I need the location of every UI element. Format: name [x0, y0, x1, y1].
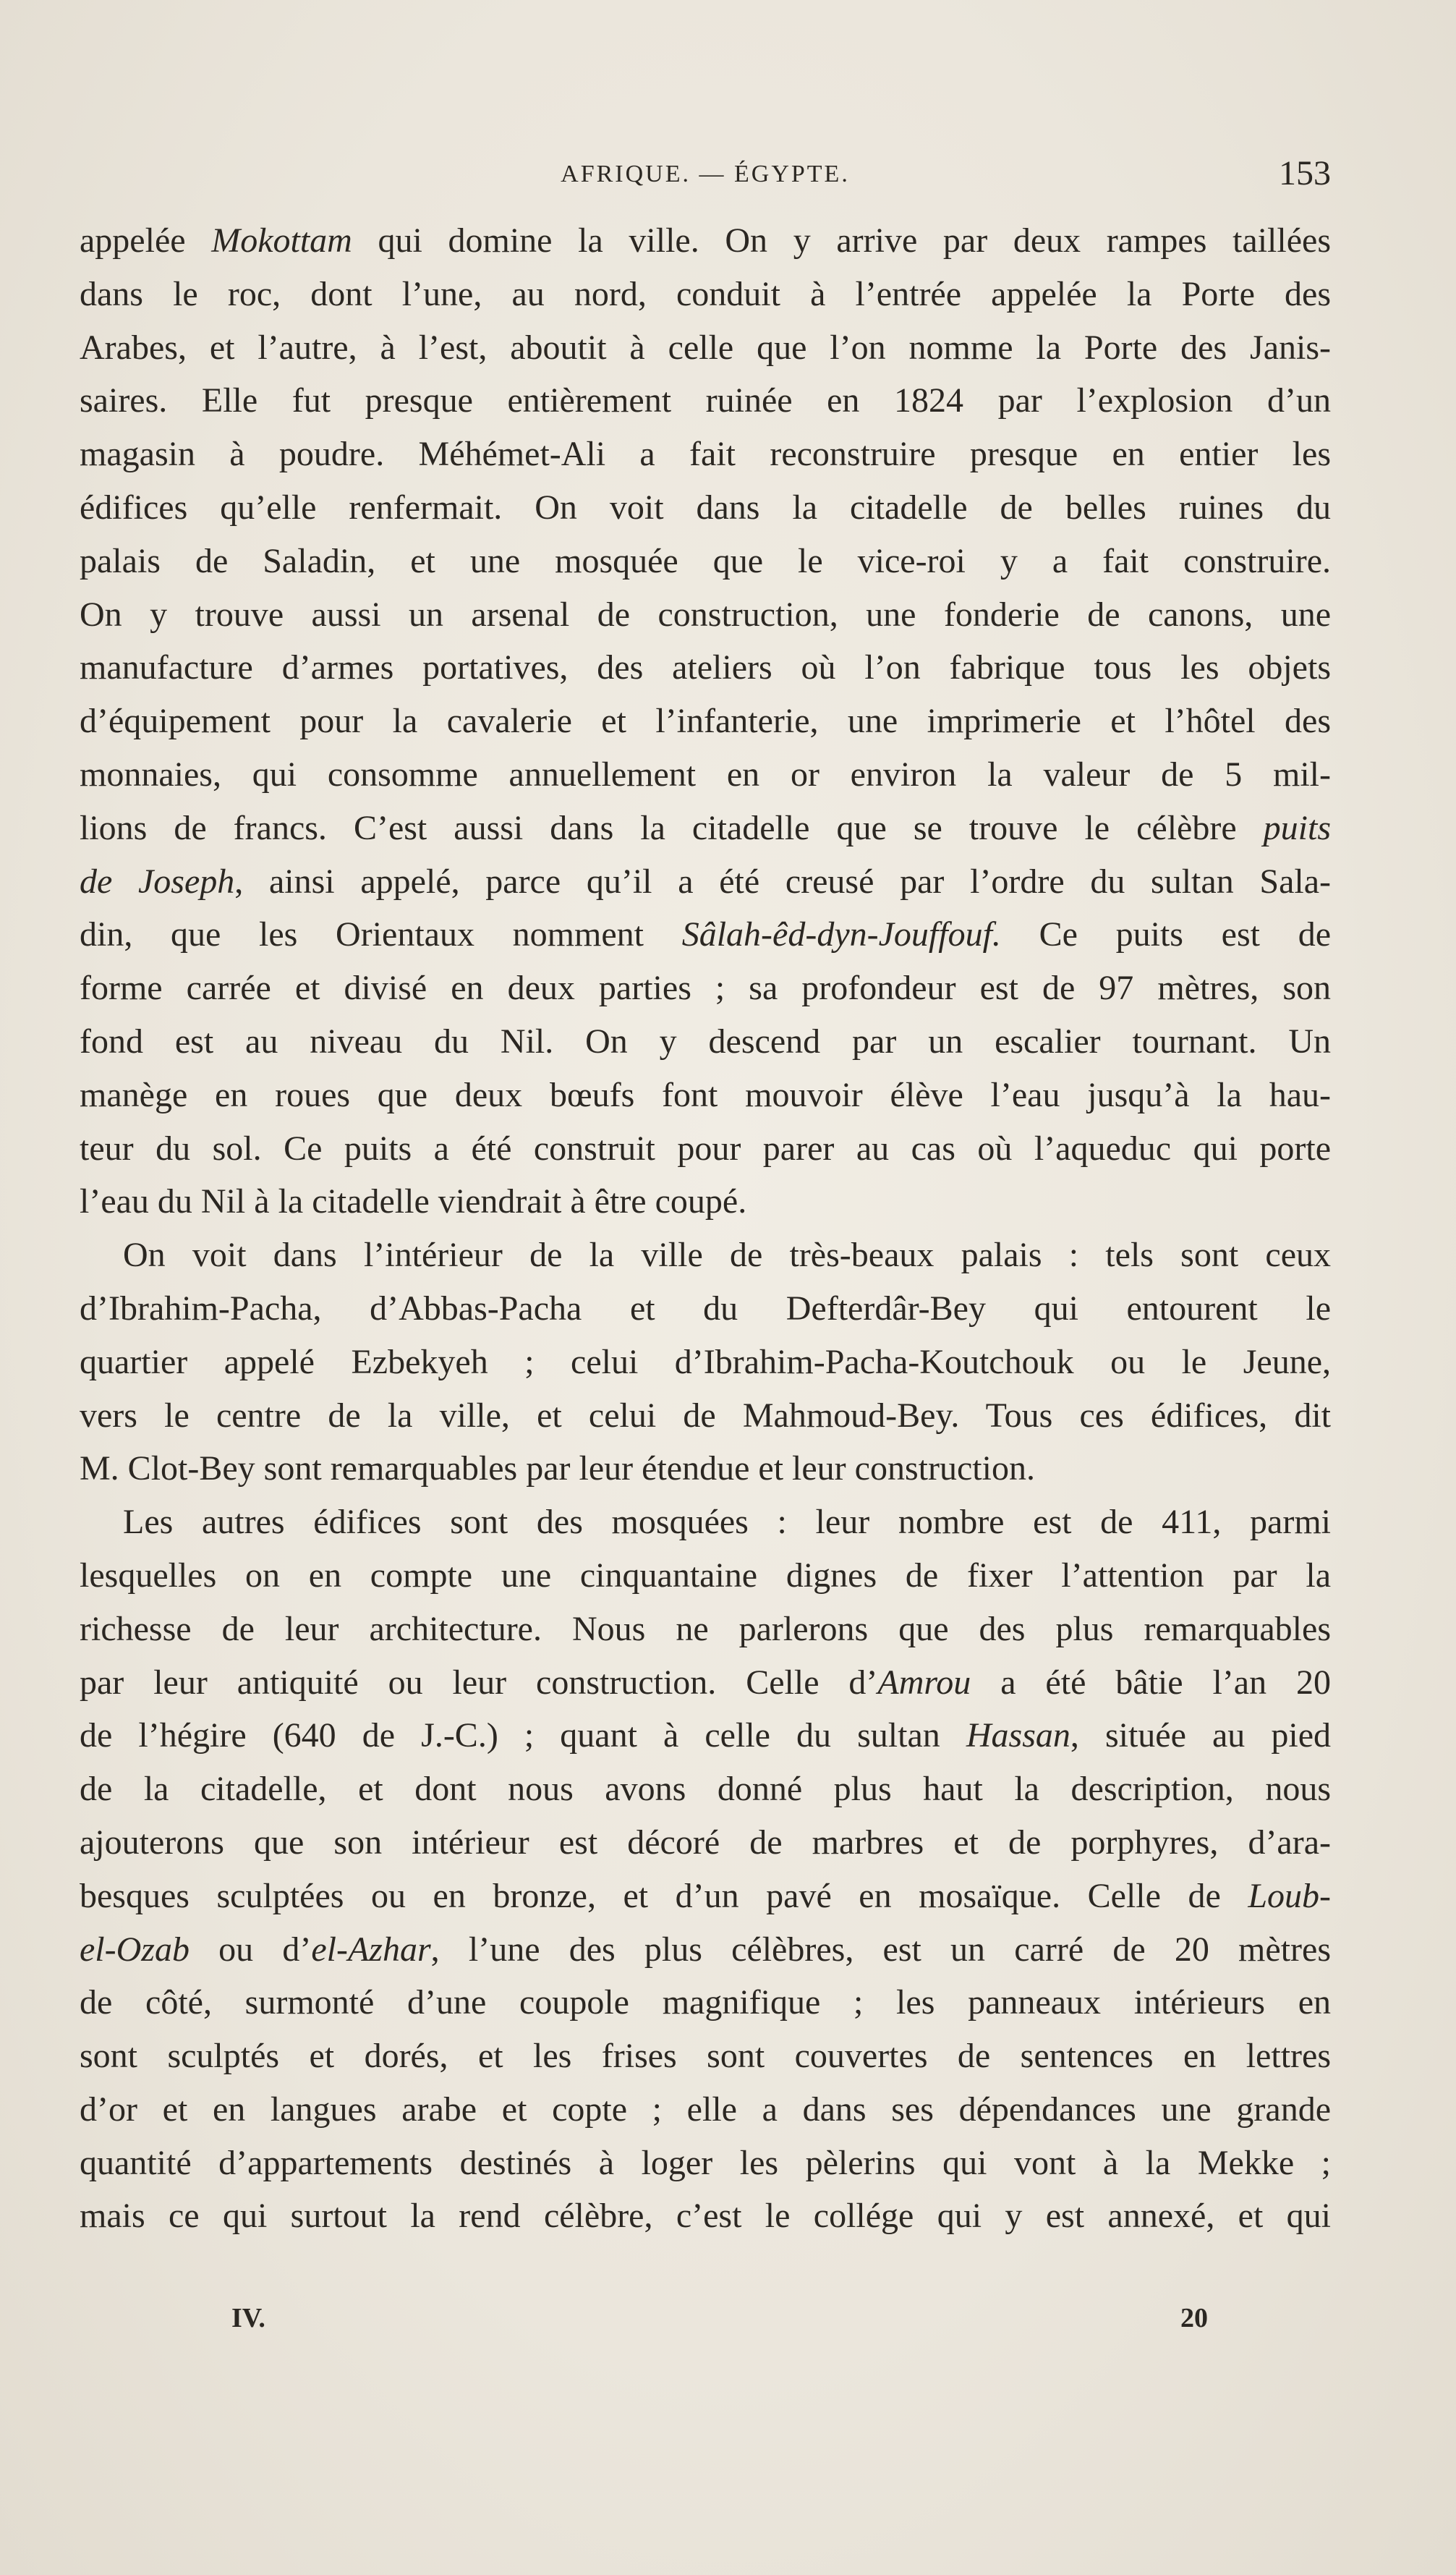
text-run: de la citadelle, et dont nous avons donné plus haut la description, nous	[80, 1770, 1331, 1809]
text-run: magasin à poudre. Méhémet-Ali a fait reconstruire presque en entier les	[80, 435, 1331, 474]
page-footer	[80, 2302, 1331, 2346]
text-run: lesquelles on en compte une cinquantaine dignes de fixer l’attention par la	[80, 1556, 1331, 1595]
text-run: fond est au niveau du Nil. On y descend par un escalier tournant. Un	[80, 1022, 1331, 1061]
text-line	[80, 2137, 1331, 2190]
text-line	[80, 1656, 1331, 1710]
text-run: l’eau du Nil à la citadelle viendrait à être coupé.	[80, 1182, 747, 1221]
italic-term: Amrou	[877, 1663, 971, 1702]
text-run: a été bâtie l’an 20	[971, 1663, 1331, 1702]
text-line	[80, 962, 1331, 1015]
italic-term: el-Ozab	[80, 1930, 190, 1969]
text-line	[80, 1976, 1331, 2029]
text-line	[80, 908, 1331, 962]
text-line	[80, 1122, 1331, 1176]
text-run: richesse de leur architecture. Nous ne parlerons que des plus remarquables	[80, 1609, 1331, 1648]
text-line	[80, 2189, 1331, 2243]
text-line	[80, 1175, 1331, 1229]
text-run: , ainsi appelé, parce qu’il a été creusé par l’ordre du sultan Sala-	[234, 862, 1331, 901]
text-run: manège en roues que deux bœufs font mouvoir élève l’eau jusqu’à la hau-	[80, 1075, 1331, 1114]
text-line	[80, 1282, 1331, 1336]
text-line	[80, 428, 1331, 481]
text-line	[80, 855, 1331, 909]
text-run: forme carrée et divisé en deux parties ; sa profondeur est de 97 mètres, son	[80, 969, 1331, 1008]
italic-term: Hassan	[966, 1716, 1070, 1755]
text-line	[80, 802, 1331, 855]
body-text	[80, 214, 1331, 2243]
page-number: 153	[1279, 154, 1331, 192]
text-line	[80, 268, 1331, 321]
text-line	[80, 2083, 1331, 2137]
text-run: Les autres édifices sont des mosquées : leur nombre est de 411, parmi	[123, 1503, 1331, 1542]
italic-term: puits	[1263, 808, 1331, 847]
text-line	[80, 321, 1331, 375]
text-line	[80, 1816, 1331, 1870]
text-line	[80, 1549, 1331, 1603]
text-line	[80, 1442, 1331, 1496]
text-run: de l’hégire (640 de J.-C.) ; quant à celle du sultan	[80, 1716, 966, 1755]
text-line	[80, 1389, 1331, 1443]
text-run: ou d’	[189, 1930, 312, 1969]
text-run: , l’une des plus célèbres, est un carré de 20 mètres	[430, 1930, 1331, 1969]
text-run: On y trouve aussi un arsenal de construction, une fonderie de canons, une	[80, 595, 1331, 634]
text-run: de côté, surmonté d’une coupole magnifique ; les panneaux intérieurs en	[80, 1983, 1331, 2022]
text-run: manufacture d’armes portatives, des ateliers où l’on fabrique tous les objets	[80, 648, 1331, 687]
text-run: d’équipement pour la cavalerie et l’infanterie, une imprimerie et l’hôtel des	[80, 702, 1331, 741]
italic-term: Loub-	[1248, 1876, 1331, 1915]
text-run: besques sculptées ou en bronze, et d’un pavé en mosaïque. Celle de	[80, 1876, 1248, 1915]
text-run: d’Ibrahim-Pacha, d’Abbas-Pacha et du Defterdâr-Bey qui entourent le	[80, 1289, 1331, 1328]
running-head: AFRIQUE. — ÉGYPTE.	[561, 161, 850, 187]
text-run: qui domine la ville. On y arrive par deux rampes taillées	[352, 221, 1331, 260]
text-run: lions de francs. C’est aussi dans la citadelle que se trouve le célèbre	[80, 808, 1264, 847]
text-line	[80, 1069, 1331, 1122]
text-run: , située au pied	[1070, 1716, 1331, 1755]
text-run: palais de Saladin, et une mosquée que le vice-roi y a fait construire.	[80, 541, 1331, 580]
text-run: Ce puits est de	[1000, 915, 1331, 954]
text-run: par leur antiquité ou leur construction. Celle d’	[80, 1663, 878, 1702]
text-run: ajouterons que son intérieur est décoré de marbres et de porphyres, d’ara-	[80, 1823, 1331, 1862]
text-run: Arabes, et l’autre, à l’est, aboutit à celle que l’on nomme la Porte des Janis-	[80, 328, 1331, 367]
text-line	[80, 1870, 1331, 1923]
text-line	[80, 2029, 1331, 2083]
signature-number: 20	[1180, 2303, 1208, 2333]
text-line	[80, 695, 1331, 748]
text-run: monnaies, qui consomme annuellement en or environ la valeur de 5 mil-	[80, 755, 1331, 794]
text-line	[80, 1923, 1331, 1977]
text-line	[80, 374, 1331, 428]
text-line	[80, 588, 1331, 642]
text-run: mais ce qui surtout la rend célèbre, c’est le collége qui y est annexé, et qui	[80, 2197, 1331, 2236]
italic-term: el-Azhar	[311, 1930, 431, 1969]
text-run: appelée	[80, 221, 212, 260]
text-run: On voit dans l’intérieur de la ville de très-beaux palais : tels sont ceux	[123, 1236, 1331, 1275]
text-line	[80, 481, 1331, 535]
text-run: édifices qu’elle renfermait. On voit dans la citadelle de belles ruines du	[80, 488, 1331, 527]
signature-mark: IV.	[231, 2303, 265, 2333]
text-run: M. Clot-Bey sont remarquables par leur étendue et leur construction.	[80, 1449, 1035, 1488]
italic-term: Mokottam	[211, 221, 352, 260]
text-line	[80, 748, 1331, 802]
text-line	[80, 1496, 1331, 1549]
text-run: teur du sol. Ce puits a été construit pour parer au cas où l’aqueduc qui porte	[80, 1129, 1331, 1168]
text-line	[80, 1229, 1331, 1282]
text-run: d’or et en langues arabe et copte ; elle a dans ses dépendances une grande	[80, 2090, 1331, 2129]
text-line	[80, 535, 1331, 588]
page-header	[80, 153, 1331, 197]
italic-term: Sâlah-êd-dyn-Jouffouf.	[681, 915, 1001, 954]
text-line	[80, 1603, 1331, 1656]
text-run: saires. Elle fut presque entièrement ruinée en 1824 par l’explosion d’un	[80, 381, 1331, 420]
text-run: dans le roc, dont l’une, au nord, conduit à l’entrée appelée la Porte des	[80, 274, 1331, 313]
text-run: vers le centre de la ville, et celui de Mahmoud-Bey. Tous ces édifices, dit	[80, 1396, 1331, 1435]
text-run: quantité d’appartements destinés à loger les pèlerins qui vont à la Mekke ;	[80, 2143, 1331, 2182]
text-line	[80, 1015, 1331, 1069]
text-run: quartier appelé Ezbekyeh ; celui d’Ibrahim-Pacha-Koutchouk ou le Jeune,	[80, 1342, 1331, 1381]
italic-term: de Joseph	[80, 862, 235, 901]
text-run: sont sculptés et dorés, et les frises sont couvertes de sentences en lettres	[80, 2037, 1331, 2076]
text-run: din, que les Orientaux nomment	[80, 915, 682, 954]
text-line	[80, 641, 1331, 695]
text-line	[80, 1762, 1331, 1816]
text-line	[80, 1336, 1331, 1389]
text-line	[80, 1709, 1331, 1762]
text-line	[80, 214, 1331, 268]
